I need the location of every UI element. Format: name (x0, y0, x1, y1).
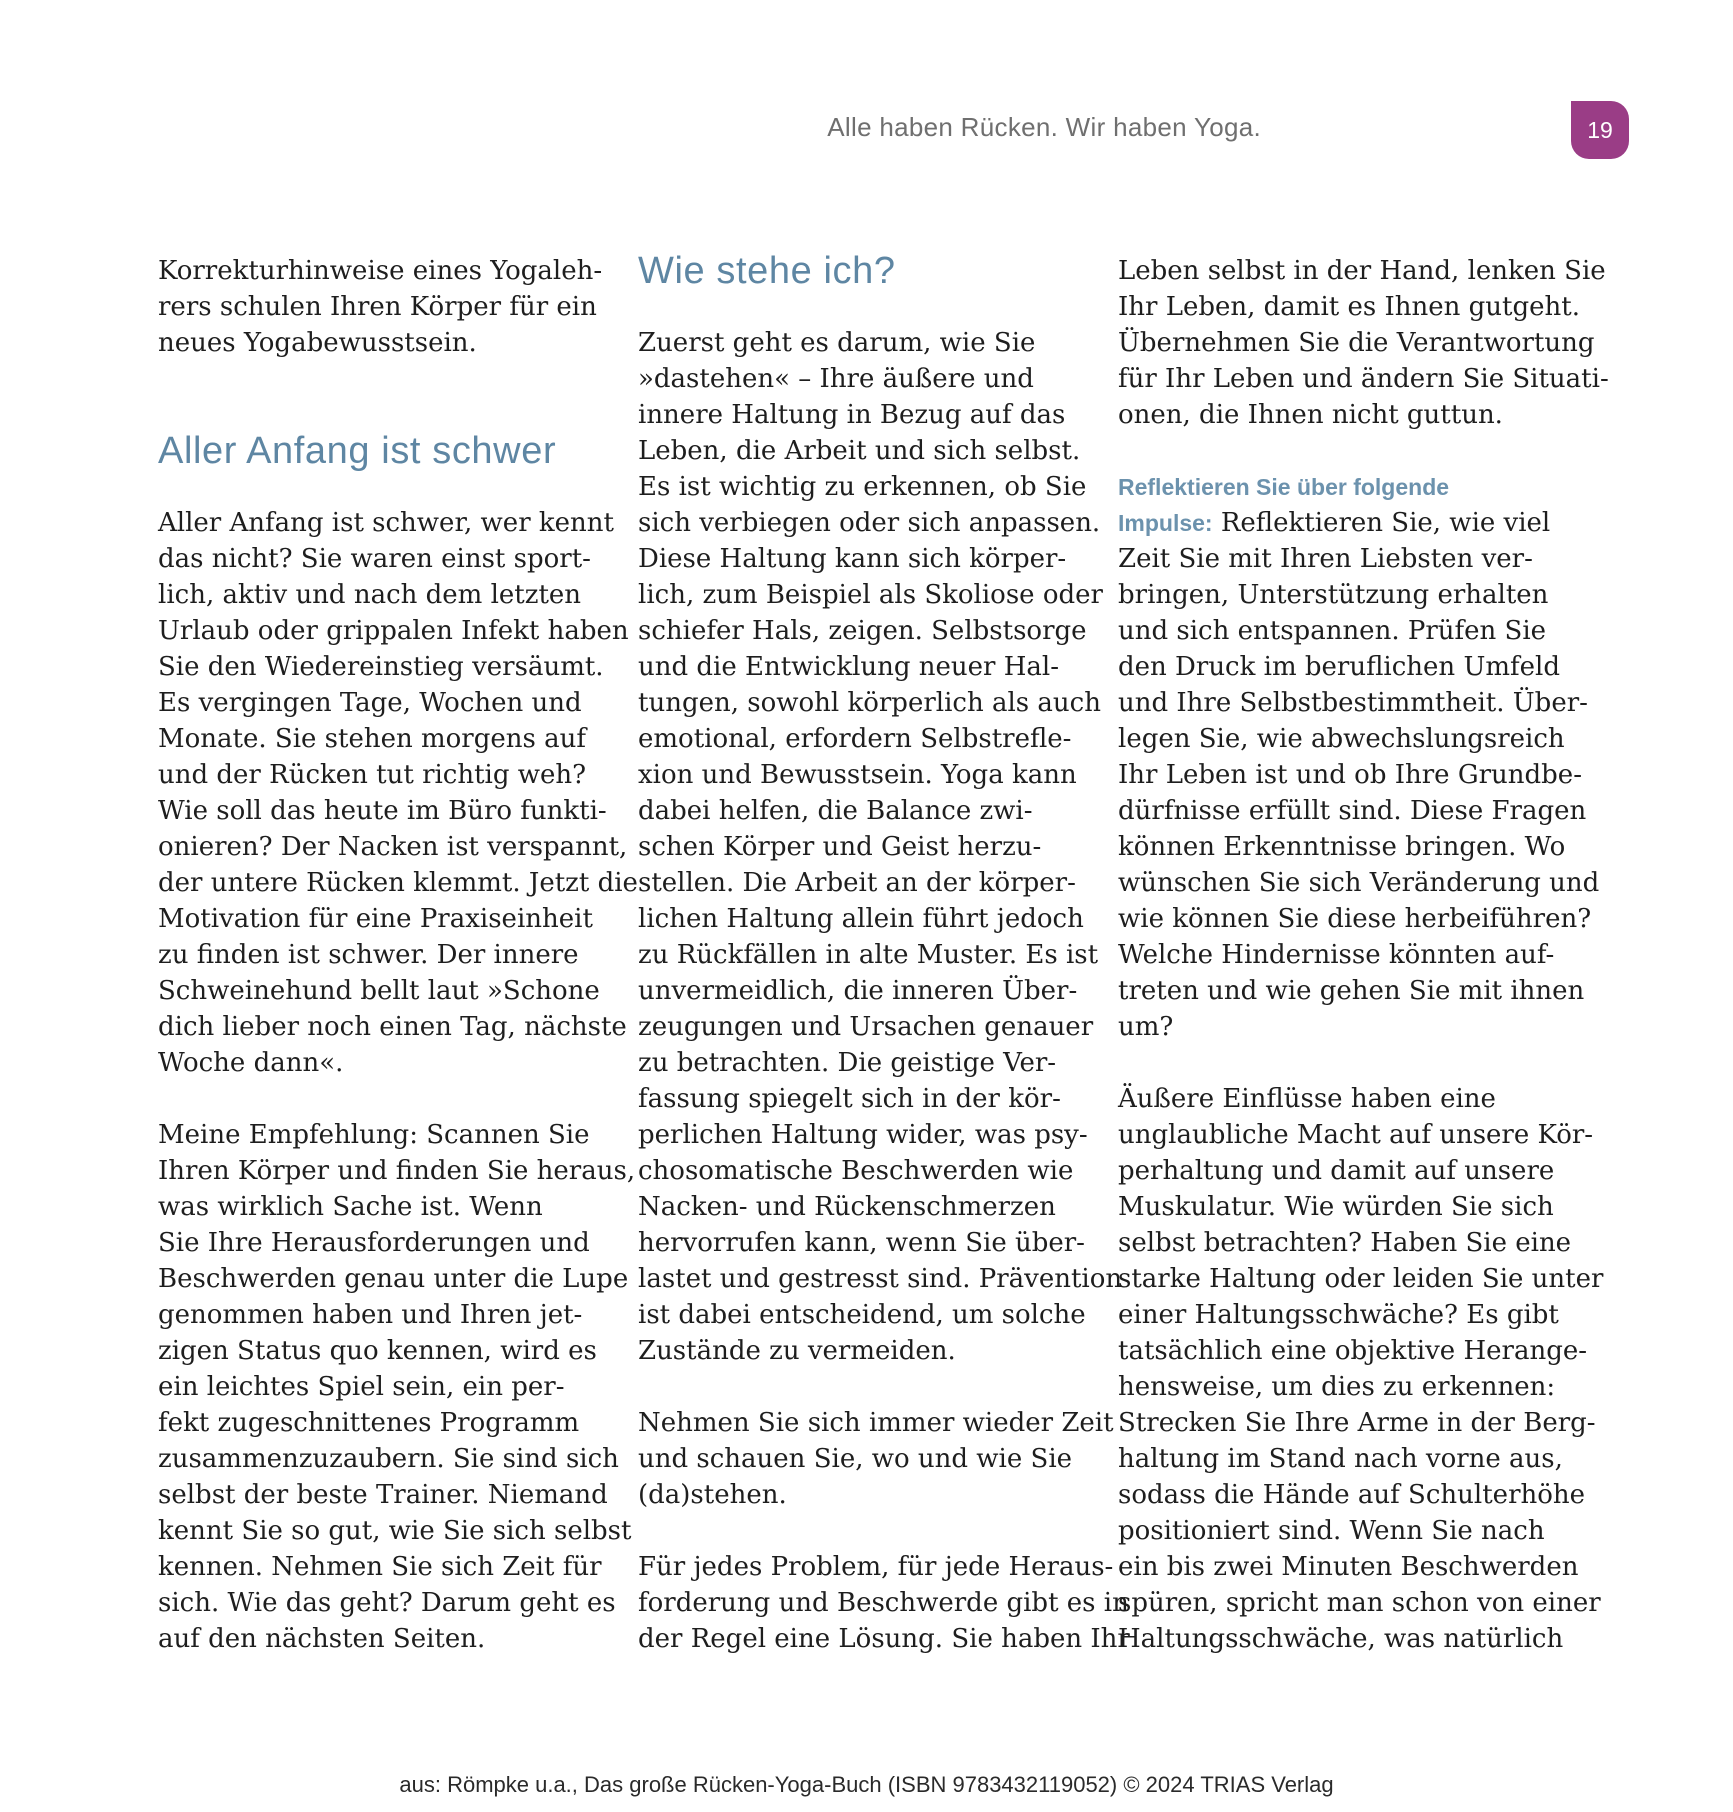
text-line: Es vergingen Tage, Wochen und (158, 688, 582, 718)
text-line: Meine Empfehlung: Scannen Sie (158, 1120, 590, 1150)
text-line: was wirklich Sache ist. Wenn (158, 1192, 543, 1222)
text-line: perlichen Haltung wider, was psy- (638, 1120, 1088, 1150)
text-line: hervorrufen kann, wenn Sie über- (638, 1228, 1085, 1258)
text-line: haltung im Stand nach vorne aus, (1118, 1444, 1563, 1474)
text-line: Leben selbst in der Hand, lenken Sie (1118, 256, 1606, 286)
text-line: positioniert sind. Wenn Sie nach (1118, 1516, 1545, 1546)
paragraph (158, 1117, 636, 1657)
text-line: bringen, Unterstützung erhalten (1118, 580, 1549, 610)
section-heading-wie-stehe-ich: Wie stehe ich? (638, 250, 896, 292)
text-line: Es ist wichtig zu erkennen, ob Sie (638, 472, 1087, 502)
text-line: Aller Anfang ist schwer, wer kennt (158, 508, 614, 538)
text-line: lich, aktiv und nach dem letzten (158, 580, 582, 610)
text-line: der Regel eine Lösung. Sie haben Ihr (638, 1624, 1130, 1654)
text-line: sich. Wie das geht? Darum geht es (158, 1588, 616, 1618)
text-line: zu finden ist schwer. Der innere (158, 940, 579, 970)
text-line: zu Rückfällen in alte Muster. Es ist (638, 940, 1099, 970)
text-line: und Ihre Selbstbestimmtheit. Über- (1118, 688, 1588, 718)
paragraph (638, 1405, 1114, 1513)
text-line: auf den nächsten Seiten. (158, 1624, 486, 1654)
column-right (1118, 253, 1609, 1657)
text-line: onen, die Ihnen nicht guttun. (1118, 400, 1503, 430)
running-head: Alle haben Rücken. Wir haben Yoga. (827, 112, 1261, 142)
text-line: ein bis zwei Minuten Beschwerden (1118, 1552, 1579, 1582)
text-line: starke Haltung oder leiden Sie unter (1118, 1264, 1604, 1294)
column-middle (638, 250, 1130, 1657)
text-line: dürfnisse erfüllt sind. Diese Fragen (1118, 796, 1587, 826)
text-line: selbst betrachten? Haben Sie eine (1118, 1228, 1572, 1258)
text-line: sodass die Hände auf Schulterhöhe (1118, 1480, 1586, 1510)
text-line: perhaltung und damit auf unsere (1118, 1156, 1555, 1186)
text-line: xion und Bewusstsein. Yoga kann (638, 760, 1077, 790)
text-line: fekt zugeschnittenes Programm (158, 1408, 580, 1438)
text-line: Muskulatur. Wie würden Sie sich (1118, 1192, 1554, 1222)
text-line: Sie den Wiedereinstieg versäumt. (158, 652, 604, 682)
text-line: Für jedes Problem, für jede Heraus- (638, 1552, 1114, 1582)
text-line: der untere Rücken klemmt. Jetzt die (158, 868, 638, 898)
text-line: um? (1118, 1012, 1174, 1042)
text-line: schiefer Hals, zeigen. Selbstsorge (638, 616, 1087, 646)
impulse-label: Impulse: (1118, 510, 1213, 536)
text-line: tatsächlich eine objektive Herange- (1118, 1336, 1588, 1366)
text-line: genommen haben und Ihren jet- (158, 1300, 583, 1330)
text-line: den Druck im beruflichen Umfeld (1118, 652, 1560, 682)
text-line: Leben, die Arbeit und sich selbst. (638, 436, 1081, 466)
column-left (158, 253, 638, 1657)
citation-footer: aus: Römpke u.a., Das große Rücken-Yoga-Buch (ISBN 9783432119052) © 2024 TRIAS Verlag (399, 1772, 1334, 1797)
page-number-badge: 19 (1571, 101, 1629, 159)
text-line: Urlaub oder grippalen Infekt haben (158, 616, 629, 646)
paragraph (158, 505, 638, 1081)
text-line: und sich entspannen. Prüfen Sie (1118, 616, 1547, 646)
text-line: Monate. Sie stehen morgens auf (158, 724, 586, 754)
text-line: zusammenzuzaubern. Sie sind sich (158, 1444, 619, 1474)
text-line: Äußere Einflüsse haben eine (1118, 1084, 1496, 1114)
section-heading-aller-anfang: Aller Anfang ist schwer (158, 430, 557, 472)
text-line: und der Rücken tut richtig weh? (158, 760, 587, 790)
reflection-subheading: Reflektieren Sie über folgende (1118, 474, 1450, 500)
text-line: fassung spiegelt sich in der kör- (638, 1084, 1061, 1114)
text-line: können Erkenntnisse bringen. Wo (1118, 832, 1566, 862)
text-line: Welche Hindernisse könnten auf- (1118, 940, 1555, 970)
text-line: treten und wie gehen Sie mit ihnen (1118, 976, 1585, 1006)
paragraph (1118, 541, 1600, 1045)
text-line: ein leichtes Spiel sein, ein per- (158, 1372, 565, 1402)
paragraph (1118, 1081, 1604, 1657)
text-line: Ihr Leben, damit es Ihnen gutgeht. (1118, 292, 1580, 322)
text-line: lastet und gestresst sind. Prävention (638, 1264, 1123, 1294)
text-line: Sie Ihre Herausforderungen und (158, 1228, 590, 1258)
text-line: stellen. Die Arbeit an der körper- (638, 868, 1076, 898)
text-line: rers schulen Ihren Körper für ein (158, 292, 597, 322)
reflection-first-line (1118, 505, 1568, 541)
text-line: zu betrachten. Die geistige Ver- (638, 1048, 1057, 1078)
text-line: zigen Status quo kennen, wird es (158, 1336, 597, 1366)
text-line: Haltungsschwäche, was natürlich (1118, 1624, 1564, 1654)
text-line: Zustände zu vermeiden. (638, 1336, 956, 1366)
text-line: Korrekturhinweise eines Yogaleh- (158, 256, 603, 286)
paragraph (1118, 253, 1609, 433)
text-line: »dastehen« – Ihre äußere und (638, 364, 1034, 394)
text-line: lich, zum Beispiel als Skoliose oder (638, 580, 1103, 610)
text-line: chosomatische Beschwerden wie (638, 1156, 1074, 1186)
text-line: selbst der beste Trainer. Niemand (158, 1480, 608, 1510)
paragraph (638, 325, 1123, 1369)
text-line: Beschwerden genau unter die Lupe (158, 1264, 629, 1294)
text-line: wünschen Sie sich Veränderung und (1118, 868, 1600, 898)
reflection-text-start: Reflektieren Sie, wie viel (1212, 508, 1551, 538)
text-line: Ihren Körper und finden Sie heraus, (158, 1156, 636, 1186)
text-line: neues Yogabewusstsein. (158, 328, 477, 358)
text-line: (da)stehen. (638, 1480, 787, 1510)
text-line: Woche dann«. (158, 1048, 344, 1078)
text-line: und schauen Sie, wo und wie Sie (638, 1444, 1073, 1474)
text-line: hensweise, um dies zu erkennen: (1118, 1372, 1556, 1402)
text-line: dich lieber noch einen Tag, nächste (158, 1012, 627, 1042)
text-line: sich verbiegen oder sich anpassen. (638, 508, 1101, 538)
text-line: für Ihr Leben und ändern Sie Situati- (1118, 364, 1609, 394)
text-line: tungen, sowohl körperlich als auch (638, 688, 1101, 718)
text-line: lichen Haltung allein führt jedoch (638, 904, 1084, 934)
text-line: Zeit Sie mit Ihren Liebsten ver- (1118, 544, 1533, 574)
intro-paragraph (158, 253, 603, 361)
text-line: Nacken- und Rückenschmerzen (638, 1192, 1056, 1222)
text-line: schen Körper und Geist herzu- (638, 832, 1042, 862)
text-line: Motivation für eine Praxiseinheit (158, 904, 593, 934)
text-line: Nehmen Sie sich immer wieder Zeit (638, 1408, 1114, 1438)
text-line: Wie soll das heute im Büro funkti- (158, 796, 607, 826)
paragraph (638, 1549, 1130, 1657)
text-line: Zuerst geht es darum, wie Sie (638, 328, 1036, 358)
text-line: forderung und Beschwerde gibt es in (638, 1588, 1129, 1618)
text-line: zeugungen und Ursachen genauer (638, 1012, 1094, 1042)
text-line: einer Haltungsschwäche? Es gibt (1118, 1300, 1559, 1330)
text-line: kennt Sie so gut, wie Sie sich selbst (158, 1516, 632, 1546)
text-line: legen Sie, wie abwechslungsreich (1118, 724, 1565, 754)
text-line: innere Haltung in Bezug auf das (638, 400, 1066, 430)
text-line: onieren? Der Nacken ist verspannt, (158, 832, 628, 862)
text-line: unglaubliche Macht auf unsere Kör- (1118, 1120, 1594, 1150)
text-line: kennen. Nehmen Sie sich Zeit für (158, 1552, 602, 1582)
text-line: Strecken Sie Ihre Arme in der Berg- (1118, 1408, 1596, 1438)
text-line: Übernehmen Sie die Verantwortung (1118, 328, 1595, 358)
text-line: emotional, erfordern Selbstrefle- (638, 724, 1072, 754)
text-line: Schweinehund bellt laut »Schone (158, 976, 600, 1006)
text-line: ist dabei entscheidend, um solche (638, 1300, 1086, 1330)
text-line: dabei helfen, die Balance zwi- (638, 796, 1033, 826)
text-line: Diese Haltung kann sich körper- (638, 544, 1067, 574)
text-line: wie können Sie diese herbeiführen? (1118, 904, 1592, 934)
text-line: unvermeidlich, die inneren Über- (638, 976, 1078, 1006)
text-line: das nicht? Sie waren einst sport- (158, 544, 591, 574)
text-line: und die Entwicklung neuer Hal- (638, 652, 1060, 682)
text-line: spüren, spricht man schon von einer (1118, 1588, 1601, 1618)
text-line: Ihr Leben ist und ob Ihre Grundbe- (1118, 760, 1582, 790)
